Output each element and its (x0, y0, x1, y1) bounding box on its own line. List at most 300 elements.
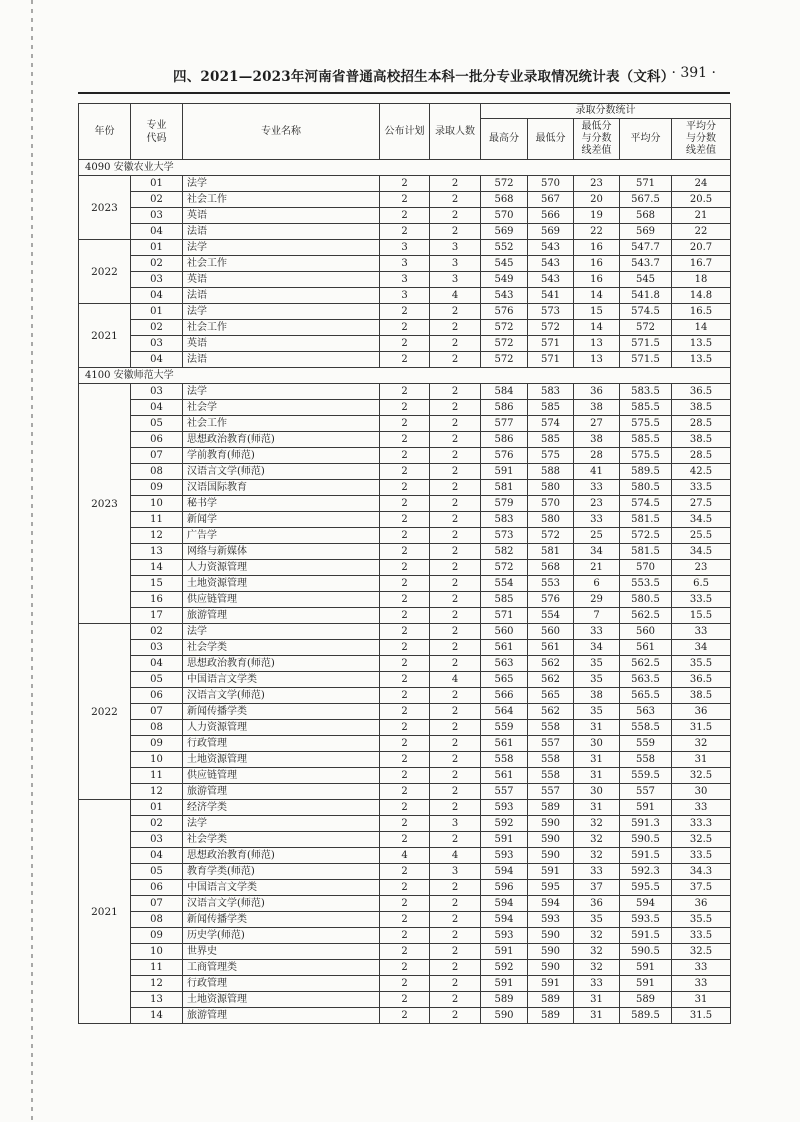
min-cell: 543 (528, 272, 574, 288)
avg-cell: 571.5 (620, 352, 672, 368)
code-cell: 13 (131, 544, 183, 560)
admitted-cell: 2 (430, 352, 481, 368)
max-cell: 584 (481, 384, 528, 400)
max-cell: 552 (481, 240, 528, 256)
name-cell: 法学 (183, 176, 380, 192)
max-cell: 577 (481, 416, 528, 432)
min-cell: 567 (528, 192, 574, 208)
min-cell: 574 (528, 416, 574, 432)
min-diff-cell: 35 (574, 704, 620, 720)
table-row (79, 928, 731, 944)
plan-cell: 2 (380, 960, 430, 976)
admitted-cell: 2 (430, 736, 481, 752)
plan-cell: 2 (380, 736, 430, 752)
table-row (79, 432, 731, 448)
avg-cell: 583.5 (620, 384, 672, 400)
name-cell: 思想政治教育(师范) (183, 848, 380, 864)
avg-cell: 575.5 (620, 448, 672, 464)
admitted-cell: 2 (430, 704, 481, 720)
avg-diff-cell: 33.5 (672, 480, 731, 496)
min-diff-cell: 34 (574, 640, 620, 656)
avg-cell: 559 (620, 736, 672, 752)
max-cell: 554 (481, 576, 528, 592)
max-cell: 557 (481, 784, 528, 800)
avg-cell: 559.5 (620, 768, 672, 784)
table-row (79, 800, 731, 816)
max-cell: 572 (481, 352, 528, 368)
name-cell: 英语 (183, 208, 380, 224)
table-row (79, 544, 731, 560)
avg-cell: 570 (620, 560, 672, 576)
plan-cell: 2 (380, 928, 430, 944)
table-row (79, 416, 731, 432)
plan-cell: 2 (380, 560, 430, 576)
code-cell: 03 (131, 336, 183, 352)
min-cell: 558 (528, 752, 574, 768)
min-cell: 570 (528, 496, 574, 512)
avg-diff-cell: 34 (672, 640, 731, 656)
min-cell: 590 (528, 848, 574, 864)
avg-diff-cell: 33 (672, 960, 731, 976)
admitted-cell: 2 (430, 976, 481, 992)
name-cell: 网络与新媒体 (183, 544, 380, 560)
code-cell: 01 (131, 176, 183, 192)
min-diff-cell: 31 (574, 1008, 620, 1024)
avg-diff-cell: 33 (672, 624, 731, 640)
admitted-cell: 2 (430, 688, 481, 704)
plan-cell: 2 (380, 896, 430, 912)
name-cell: 汉语言文学(师范) (183, 688, 380, 704)
min-cell: 580 (528, 512, 574, 528)
avg-diff-cell: 34.5 (672, 512, 731, 528)
avg-diff-cell: 33.3 (672, 816, 731, 832)
year-cell: 2022 (79, 240, 131, 304)
avg-diff-cell: 13.5 (672, 352, 731, 368)
code-cell: 07 (131, 704, 183, 720)
min-cell: 568 (528, 560, 574, 576)
min-cell: 572 (528, 528, 574, 544)
col-header-min-diff (574, 119, 620, 160)
avg-cell: 541.8 (620, 288, 672, 304)
avg-diff-cell: 20.5 (672, 192, 731, 208)
col-header-code (131, 104, 183, 160)
table-row (79, 1008, 731, 1024)
avg-diff-cell: 32.5 (672, 944, 731, 960)
max-cell: 561 (481, 768, 528, 784)
avg-diff-cell: 22 (672, 224, 731, 240)
avg-diff-cell: 37.5 (672, 880, 731, 896)
min-diff-cell: 35 (574, 912, 620, 928)
avg-cell: 592.3 (620, 864, 672, 880)
admitted-cell: 2 (430, 624, 481, 640)
avg-cell: 580.5 (620, 592, 672, 608)
avg-diff-cell: 36.5 (672, 672, 731, 688)
plan-cell: 2 (380, 592, 430, 608)
plan-cell: 2 (380, 576, 430, 592)
plan-cell: 2 (380, 912, 430, 928)
table-row (79, 784, 731, 800)
avg-cell: 591 (620, 800, 672, 816)
admission-table (78, 103, 731, 1024)
avg-diff-cell: 32.5 (672, 768, 731, 784)
min-cell: 593 (528, 912, 574, 928)
admitted-cell: 2 (430, 528, 481, 544)
avg-diff-cell: 34.3 (672, 864, 731, 880)
code-cell: 01 (131, 304, 183, 320)
admitted-cell: 2 (430, 176, 481, 192)
name-cell: 社会工作 (183, 416, 380, 432)
min-cell: 557 (528, 736, 574, 752)
name-cell: 汉语言文学(师范) (183, 464, 380, 480)
min-diff-cell: 14 (574, 288, 620, 304)
avg-diff-cell: 38.5 (672, 688, 731, 704)
avg-cell: 591.5 (620, 928, 672, 944)
table-row (79, 256, 731, 272)
min-cell: 562 (528, 672, 574, 688)
col-header-avg-diff-text: 平均分与分数线差值 (686, 121, 717, 156)
col-header-plan: 公布计划 (380, 104, 430, 160)
admitted-cell: 2 (430, 784, 481, 800)
min-diff-cell: 16 (574, 256, 620, 272)
plan-cell: 3 (380, 256, 430, 272)
table-row (79, 960, 731, 976)
name-cell: 社会工作 (183, 256, 380, 272)
min-diff-cell: 19 (574, 208, 620, 224)
admitted-cell: 2 (430, 912, 481, 928)
code-cell: 04 (131, 352, 183, 368)
avg-cell: 574.5 (620, 304, 672, 320)
avg-cell: 574.5 (620, 496, 672, 512)
min-cell: 557 (528, 784, 574, 800)
avg-cell: 595.5 (620, 880, 672, 896)
min-diff-cell: 31 (574, 992, 620, 1008)
avg-diff-cell: 24 (672, 176, 731, 192)
max-cell: 549 (481, 272, 528, 288)
code-cell: 01 (131, 800, 183, 816)
plan-cell: 2 (380, 688, 430, 704)
col-header-stats-group: 录取分数统计 (481, 104, 731, 119)
table-row (79, 608, 731, 624)
table-row (79, 592, 731, 608)
name-cell: 英语 (183, 336, 380, 352)
name-cell: 中国语言文学类 (183, 672, 380, 688)
name-cell: 旅游管理 (183, 784, 380, 800)
plan-cell: 2 (380, 624, 430, 640)
name-cell: 旅游管理 (183, 1008, 380, 1024)
name-cell: 供应链管理 (183, 592, 380, 608)
university-row (79, 368, 731, 384)
name-cell: 历史学(师范) (183, 928, 380, 944)
name-cell: 土地资源管理 (183, 752, 380, 768)
name-cell: 人力资源管理 (183, 720, 380, 736)
min-cell: 585 (528, 432, 574, 448)
min-diff-cell: 13 (574, 336, 620, 352)
min-diff-cell: 31 (574, 720, 620, 736)
avg-diff-cell: 25.5 (672, 528, 731, 544)
plan-cell: 2 (380, 608, 430, 624)
plan-cell: 2 (380, 208, 430, 224)
min-diff-cell: 28 (574, 448, 620, 464)
university-name: 4100 安徽师范大学 (79, 368, 731, 384)
avg-cell: 593.5 (620, 912, 672, 928)
max-cell: 576 (481, 304, 528, 320)
min-cell: 565 (528, 688, 574, 704)
min-diff-cell: 7 (574, 608, 620, 624)
year-cell: 2022 (79, 624, 131, 800)
max-cell: 593 (481, 928, 528, 944)
plan-cell: 2 (380, 944, 430, 960)
name-cell: 行政管理 (183, 976, 380, 992)
min-cell: 589 (528, 800, 574, 816)
year-cell: 2021 (79, 304, 131, 368)
min-diff-cell: 32 (574, 928, 620, 944)
name-cell: 广告学 (183, 528, 380, 544)
name-cell: 土地资源管理 (183, 992, 380, 1008)
avg-diff-cell: 33 (672, 976, 731, 992)
min-cell: 541 (528, 288, 574, 304)
name-cell: 学前教育(师范) (183, 448, 380, 464)
min-diff-cell: 6 (574, 576, 620, 592)
code-cell: 11 (131, 960, 183, 976)
name-cell: 法语 (183, 352, 380, 368)
table-row (79, 672, 731, 688)
code-cell: 02 (131, 256, 183, 272)
table-row (79, 560, 731, 576)
code-cell: 03 (131, 384, 183, 400)
table-body (79, 160, 731, 1024)
name-cell: 社会学类 (183, 832, 380, 848)
avg-diff-cell: 16.5 (672, 304, 731, 320)
plan-cell: 2 (380, 432, 430, 448)
min-cell: 585 (528, 400, 574, 416)
page-header (78, 62, 730, 94)
code-cell: 10 (131, 752, 183, 768)
table-row (79, 768, 731, 784)
max-cell: 596 (481, 880, 528, 896)
admitted-cell: 2 (430, 880, 481, 896)
name-cell: 法学 (183, 624, 380, 640)
code-cell: 03 (131, 640, 183, 656)
max-cell: 594 (481, 864, 528, 880)
min-cell: 553 (528, 576, 574, 592)
avg-diff-cell: 31.5 (672, 1008, 731, 1024)
min-cell: 562 (528, 656, 574, 672)
avg-cell: 581.5 (620, 544, 672, 560)
max-cell: 591 (481, 944, 528, 960)
avg-cell: 565.5 (620, 688, 672, 704)
min-cell: 590 (528, 928, 574, 944)
admitted-cell: 2 (430, 496, 481, 512)
name-cell: 工商管理类 (183, 960, 380, 976)
admitted-cell: 2 (430, 992, 481, 1008)
table-row (79, 720, 731, 736)
min-diff-cell: 27 (574, 416, 620, 432)
plan-cell: 3 (380, 272, 430, 288)
avg-diff-cell: 38.5 (672, 432, 731, 448)
plan-cell: 2 (380, 448, 430, 464)
plan-cell: 2 (380, 528, 430, 544)
plan-cell: 2 (380, 496, 430, 512)
max-cell: 583 (481, 512, 528, 528)
code-cell: 12 (131, 528, 183, 544)
name-cell: 思想政治教育(师范) (183, 432, 380, 448)
avg-cell: 560 (620, 624, 672, 640)
avg-diff-cell: 28.5 (672, 416, 731, 432)
code-cell: 04 (131, 656, 183, 672)
admitted-cell: 2 (430, 960, 481, 976)
code-cell: 08 (131, 912, 183, 928)
name-cell: 世界史 (183, 944, 380, 960)
avg-diff-cell: 21 (672, 208, 731, 224)
year-cell: 2021 (79, 800, 131, 1024)
avg-diff-cell: 23 (672, 560, 731, 576)
max-cell: 591 (481, 464, 528, 480)
avg-cell: 589 (620, 992, 672, 1008)
admitted-cell: 2 (430, 944, 481, 960)
avg-diff-cell: 33 (672, 800, 731, 816)
min-diff-cell: 25 (574, 528, 620, 544)
year-cell: 2023 (79, 384, 131, 624)
min-diff-cell: 35 (574, 672, 620, 688)
min-diff-cell: 23 (574, 496, 620, 512)
max-cell: 589 (481, 992, 528, 1008)
name-cell: 社会工作 (183, 320, 380, 336)
code-cell: 12 (131, 784, 183, 800)
avg-diff-cell: 42.5 (672, 464, 731, 480)
code-cell: 17 (131, 608, 183, 624)
admitted-cell: 2 (430, 384, 481, 400)
name-cell: 英语 (183, 272, 380, 288)
col-header-admitted: 录取人数 (430, 104, 481, 160)
avg-cell: 594 (620, 896, 672, 912)
name-cell: 新闻传播学类 (183, 912, 380, 928)
avg-cell: 575.5 (620, 416, 672, 432)
name-cell: 法学 (183, 384, 380, 400)
name-cell: 法语 (183, 288, 380, 304)
max-cell: 570 (481, 208, 528, 224)
name-cell: 汉语言文学(师范) (183, 896, 380, 912)
avg-diff-cell: 28.5 (672, 448, 731, 464)
code-cell: 06 (131, 880, 183, 896)
admitted-cell: 2 (430, 560, 481, 576)
code-cell: 07 (131, 896, 183, 912)
min-cell: 573 (528, 304, 574, 320)
admitted-cell: 2 (430, 592, 481, 608)
admitted-cell: 3 (430, 816, 481, 832)
plan-cell: 2 (380, 752, 430, 768)
avg-cell: 585.5 (620, 400, 672, 416)
admitted-cell: 2 (430, 432, 481, 448)
code-cell: 09 (131, 928, 183, 944)
min-diff-cell: 20 (574, 192, 620, 208)
code-cell: 08 (131, 720, 183, 736)
code-cell: 04 (131, 224, 183, 240)
max-cell: 579 (481, 496, 528, 512)
min-cell: 571 (528, 336, 574, 352)
max-cell: 565 (481, 672, 528, 688)
max-cell: 572 (481, 176, 528, 192)
university-row (79, 160, 731, 176)
table-row (79, 656, 731, 672)
code-cell: 05 (131, 672, 183, 688)
min-cell: 558 (528, 768, 574, 784)
min-diff-cell: 29 (574, 592, 620, 608)
table-row (79, 224, 731, 240)
min-diff-cell: 30 (574, 784, 620, 800)
table-row (79, 624, 731, 640)
min-cell: 595 (528, 880, 574, 896)
name-cell: 社会学类 (183, 640, 380, 656)
code-cell: 03 (131, 832, 183, 848)
max-cell: 563 (481, 656, 528, 672)
admitted-cell: 2 (430, 208, 481, 224)
table-row (79, 912, 731, 928)
name-cell: 新闻学 (183, 512, 380, 528)
max-cell: 593 (481, 848, 528, 864)
admitted-cell: 3 (430, 256, 481, 272)
min-cell: 589 (528, 1008, 574, 1024)
max-cell: 592 (481, 960, 528, 976)
table-row (79, 832, 731, 848)
min-diff-cell: 32 (574, 944, 620, 960)
avg-diff-cell: 30 (672, 784, 731, 800)
admitted-cell: 2 (430, 576, 481, 592)
code-cell: 01 (131, 240, 183, 256)
plan-cell: 2 (380, 768, 430, 784)
avg-cell: 591.5 (620, 848, 672, 864)
max-cell: 573 (481, 528, 528, 544)
min-cell: 566 (528, 208, 574, 224)
name-cell: 土地资源管理 (183, 576, 380, 592)
avg-diff-cell: 33.5 (672, 848, 731, 864)
admitted-cell: 2 (430, 464, 481, 480)
avg-diff-cell: 13.5 (672, 336, 731, 352)
min-diff-cell: 36 (574, 384, 620, 400)
plan-cell: 4 (380, 848, 430, 864)
code-cell: 06 (131, 432, 183, 448)
max-cell: 566 (481, 688, 528, 704)
col-header-avg: 平均分 (620, 119, 672, 160)
name-cell: 新闻传播学类 (183, 704, 380, 720)
avg-diff-cell: 38.5 (672, 400, 731, 416)
avg-cell: 591 (620, 976, 672, 992)
plan-cell: 2 (380, 336, 430, 352)
max-cell: 594 (481, 896, 528, 912)
min-diff-cell: 21 (574, 560, 620, 576)
table-row (79, 848, 731, 864)
table-row (79, 384, 731, 400)
min-diff-cell: 36 (574, 896, 620, 912)
table-row (79, 640, 731, 656)
admitted-cell: 2 (430, 656, 481, 672)
table-row (79, 736, 731, 752)
min-cell: 590 (528, 816, 574, 832)
avg-diff-cell: 15.5 (672, 608, 731, 624)
avg-diff-cell: 33.5 (672, 592, 731, 608)
avg-diff-cell: 36.5 (672, 384, 731, 400)
avg-cell: 545 (620, 272, 672, 288)
name-cell: 供应链管理 (183, 768, 380, 784)
avg-cell: 585.5 (620, 432, 672, 448)
admitted-cell: 2 (430, 928, 481, 944)
admitted-cell: 2 (430, 544, 481, 560)
table-row (79, 944, 731, 960)
max-cell: 561 (481, 640, 528, 656)
table-row (79, 688, 731, 704)
min-diff-cell: 35 (574, 656, 620, 672)
name-cell: 秘书学 (183, 496, 380, 512)
plan-cell: 2 (380, 512, 430, 528)
